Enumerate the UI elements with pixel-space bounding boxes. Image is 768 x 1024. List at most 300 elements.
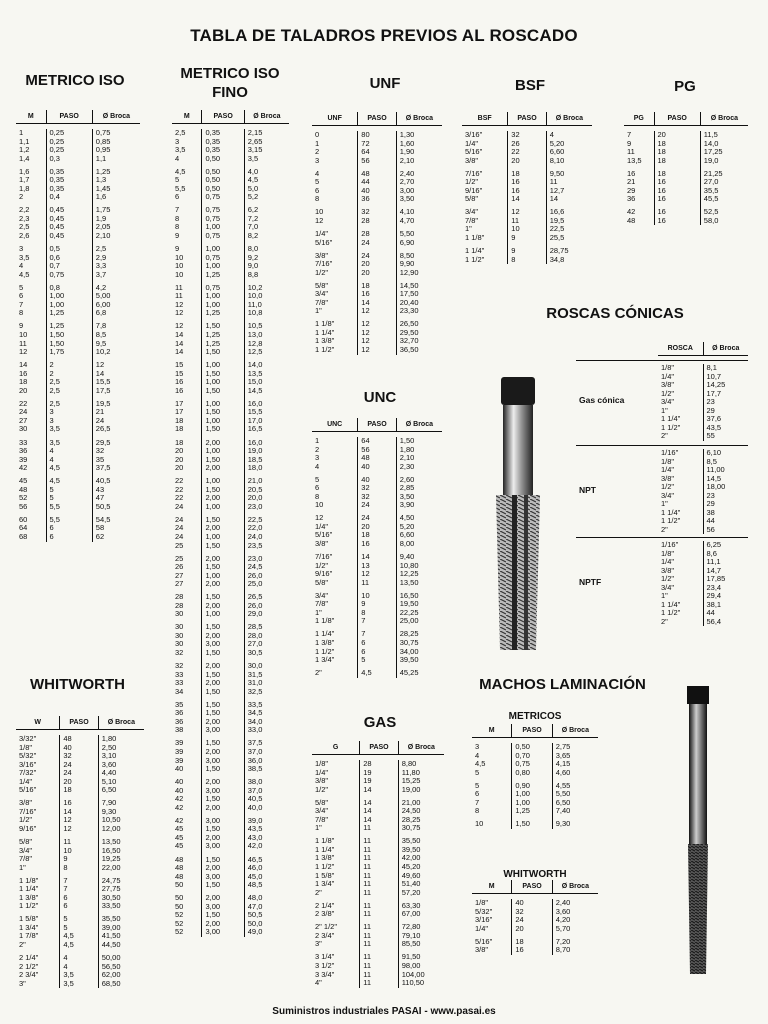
column-header: W xyxy=(16,716,60,729)
table-cell: 3 1/2" xyxy=(315,961,335,970)
table-cell: 18 xyxy=(361,281,370,290)
metrico-iso-table xyxy=(16,110,140,542)
table-cell: 1" xyxy=(315,608,322,617)
table-cell: 4,20 xyxy=(555,916,571,925)
table-cell: 1,50 xyxy=(515,820,530,829)
table-cell: 0,50 xyxy=(205,154,221,163)
table-cell: 25 xyxy=(175,541,184,550)
table-cell: 14 xyxy=(549,195,559,204)
table-cell: 43,5 xyxy=(706,423,722,432)
table-cell: 2 xyxy=(315,445,320,454)
column-header: PASO xyxy=(358,112,396,125)
table-cell: 1,8 xyxy=(19,184,30,193)
table-cell: 48 xyxy=(175,872,184,881)
table-cell: 4,5 xyxy=(63,932,74,941)
table-cell: 5,5 xyxy=(49,502,60,511)
table-cell: 16,50 xyxy=(101,846,121,855)
roscas-header-rosca: ROSCA xyxy=(658,342,704,355)
table-cell: 6 xyxy=(361,638,366,647)
table-cell: 0,75 xyxy=(205,283,221,292)
table-cell: 54,5 xyxy=(95,515,111,524)
table-cell: 25,00 xyxy=(399,617,419,626)
table-column xyxy=(16,129,47,542)
table-cell: 1,50 xyxy=(205,386,221,395)
table-cell: 2,5 xyxy=(49,399,60,408)
column-header: PASO xyxy=(655,112,701,125)
table-cell: 0,35 xyxy=(49,167,65,176)
column-header: PASO xyxy=(508,112,546,125)
table-cell: 2,6 xyxy=(19,232,30,241)
table-cell: 1,50 xyxy=(205,739,221,748)
table-cell: 8 xyxy=(315,195,320,204)
table-cell: 16 xyxy=(657,186,666,195)
table-cell: 5,10 xyxy=(101,777,117,786)
table-cell: 9 xyxy=(175,232,180,241)
table-cell: 2,00 xyxy=(205,631,221,640)
table-cell: 7/16" xyxy=(465,169,483,178)
table-cell: 7 xyxy=(627,131,632,139)
table-cell: 3,00 xyxy=(205,786,221,795)
table-column xyxy=(704,541,749,626)
table-cell: 2,40 xyxy=(555,899,571,907)
table-column xyxy=(658,364,704,441)
table-cell: 5/32" xyxy=(19,752,37,761)
table-cell: 6 xyxy=(49,524,54,533)
table-cell: 1 5/8" xyxy=(315,871,335,880)
table-cell: 5,5 xyxy=(175,184,186,193)
table-cell: 20 xyxy=(511,156,520,165)
table-cell: 3,15 xyxy=(247,146,263,155)
table-cell: 0,75 xyxy=(205,193,221,202)
table-cell: 11 xyxy=(363,824,372,833)
table-cell: 55 xyxy=(706,432,715,441)
table-cell: 12 xyxy=(361,337,370,346)
table-cell: 22,5 xyxy=(247,515,263,524)
table-cell: 1 3/8" xyxy=(19,893,39,902)
table-cell: 11 xyxy=(363,931,372,940)
table-cell: 37,6 xyxy=(706,415,722,424)
table-cell: 2,00 xyxy=(205,803,221,812)
table-cell: 4,5 xyxy=(49,464,60,473)
table-cell: 12 xyxy=(175,300,184,309)
table-cell: 48,5 xyxy=(247,881,263,890)
table-cell: 1 3/4" xyxy=(315,656,335,665)
table-cell: 6,00 xyxy=(95,300,111,309)
table-cell: 1 5/8" xyxy=(19,915,39,924)
table-cell: 2,50 xyxy=(101,743,117,752)
table-cell: 11 xyxy=(363,970,372,979)
table-cell: 1 xyxy=(315,437,320,445)
table-cell: 11,00 xyxy=(706,466,725,475)
table-cell: 1,50 xyxy=(205,369,221,378)
table-cell: 8 xyxy=(475,807,480,816)
table-cell: 0,50 xyxy=(205,184,221,193)
table-cell: 1,00 xyxy=(205,477,221,486)
table-cell: 0,75 xyxy=(205,232,221,241)
table-cell: 2" xyxy=(315,669,322,678)
table-cell: 36 xyxy=(175,709,184,718)
table-cell: 40 xyxy=(175,786,184,795)
table-cell: 1" xyxy=(315,824,322,833)
table-cell: 1,50 xyxy=(205,541,221,550)
table-cell: 3,90 xyxy=(399,501,415,510)
table-cell: 3,10 xyxy=(101,752,117,761)
table-cell: 1" xyxy=(661,592,668,601)
table-cell: 1 1/4" xyxy=(661,600,681,609)
table-cell: 12,8 xyxy=(247,339,263,348)
pg-title: PG xyxy=(674,78,696,95)
table-cell: 7 xyxy=(63,885,68,894)
table-cell: 10,0 xyxy=(247,292,263,301)
table-column xyxy=(358,131,396,355)
table-cell: 0,50 xyxy=(205,167,221,176)
table-cell: 32,5 xyxy=(247,687,263,696)
unc-table xyxy=(312,418,442,678)
table-cell: 5 xyxy=(315,475,320,484)
table-cell: 29 xyxy=(706,406,715,415)
table-cell: 1,50 xyxy=(205,515,221,524)
table-cell: 34,8 xyxy=(549,255,565,264)
table-cell: 16 xyxy=(511,186,520,195)
table-cell: 3 xyxy=(475,743,480,751)
table-cell: 6 xyxy=(63,893,68,902)
table-cell: 5 xyxy=(361,656,366,665)
table-cell: 1,75 xyxy=(49,348,65,357)
table-cell: 18 xyxy=(175,438,184,447)
table-cell: 44,50 xyxy=(101,941,121,950)
table-cell: 45 xyxy=(19,477,28,486)
table-cell: 8,0 xyxy=(247,245,259,254)
rosca-group-name: Gas cónica xyxy=(579,395,625,406)
table-cell: 12 xyxy=(361,307,370,316)
table-cell: 12 xyxy=(19,348,28,357)
table-cell: 5/16" xyxy=(315,238,333,247)
table-cell: 31,0 xyxy=(247,679,263,688)
table-column xyxy=(553,899,598,955)
table-cell: 0,3 xyxy=(49,154,60,163)
table-cell: 1,25 xyxy=(49,309,65,318)
table-cell: 2,60 xyxy=(399,475,415,484)
table-cell: 5/32" xyxy=(475,907,493,916)
table-cell: 36 xyxy=(19,447,28,456)
table-cell: 1/4" xyxy=(315,229,329,238)
table-cell: 2 3/8" xyxy=(315,910,335,919)
machos-metricos-table xyxy=(472,724,598,829)
table-cell: 79,10 xyxy=(401,931,421,940)
table-column xyxy=(624,131,655,225)
table-cell: 2,00 xyxy=(205,494,221,503)
table-cell: 19,0 xyxy=(247,447,263,456)
table-cell: 20 xyxy=(175,464,184,473)
table-cell: 1,50 xyxy=(205,322,221,331)
table-cell: 24 xyxy=(361,501,370,510)
table-cell: 72,80 xyxy=(401,923,421,932)
table-cell: 8,5 xyxy=(706,457,717,466)
table-cell: 11,5 xyxy=(703,131,718,139)
table-cell: 64 xyxy=(19,524,28,533)
table-cell: 1,45 xyxy=(95,184,111,193)
table-cell: 3/4" xyxy=(315,591,329,600)
table-cell: 16 xyxy=(657,178,666,187)
table-cell: 11 xyxy=(63,838,72,847)
table-cell: 0,95 xyxy=(95,146,111,155)
table-cell: 15,25 xyxy=(401,777,421,786)
table-cell: 8 xyxy=(63,863,68,872)
table-cell: 56,50 xyxy=(101,962,121,971)
table-cell: 20,40 xyxy=(399,298,419,307)
table-cell: 1,00 xyxy=(515,798,530,807)
table-cell: 4 xyxy=(475,751,480,760)
table-cell: 10 xyxy=(175,253,184,262)
table-cell: 43 xyxy=(95,485,105,494)
table-cell: 12 xyxy=(511,208,520,217)
table-cell: 1,00 xyxy=(205,223,221,232)
table-cell: 0,35 xyxy=(205,146,221,155)
table-column xyxy=(472,743,512,829)
table-column xyxy=(704,364,749,441)
table-cell: 19 xyxy=(363,768,372,777)
table-cell: 1,50 xyxy=(205,348,221,357)
table-cell: 18 xyxy=(511,169,520,178)
table-cell: 24 xyxy=(63,769,72,778)
table-cell: 20,0 xyxy=(247,494,263,503)
table-cell: 4,0 xyxy=(247,167,259,176)
table-cell: 14,0 xyxy=(703,139,719,148)
table-cell: 1,50 xyxy=(205,709,221,718)
table-cell: 6,8 xyxy=(95,309,107,318)
table-cell: 38,0 xyxy=(247,778,263,787)
table-cell: 48 xyxy=(361,454,370,463)
table-cell: 1,00 xyxy=(205,245,221,254)
table-cell: 26,0 xyxy=(247,571,263,580)
table-cell: 21,0 xyxy=(247,477,263,486)
table-cell: 64 xyxy=(361,437,370,445)
table-cell: 7/16" xyxy=(19,807,37,816)
table-cell: 16 xyxy=(657,208,666,217)
table-cell: 1,25 xyxy=(205,270,221,279)
table-cell: 30,75 xyxy=(401,824,421,833)
table-cell: 6,50 xyxy=(101,786,117,795)
table-cell: 3/8" xyxy=(465,156,479,165)
table-cell: 19 xyxy=(363,777,372,786)
table-cell: 2" xyxy=(315,888,322,897)
table-cell: 0,75 xyxy=(515,760,530,769)
table-cell: 32 xyxy=(361,492,370,501)
table-cell: 32 xyxy=(175,649,184,658)
table-cell: 3/16" xyxy=(475,916,493,925)
table-cell: 10,80 xyxy=(399,561,419,570)
table-cell: 0,45 xyxy=(49,206,65,215)
table-cell: 18 xyxy=(657,156,666,165)
table-column xyxy=(202,129,244,937)
table-cell: 1,00 xyxy=(205,262,221,271)
table-cell: 2,5 xyxy=(49,386,60,395)
table-cell: 2 xyxy=(49,369,54,378)
table-cell: 1" xyxy=(315,307,322,316)
table-column xyxy=(312,437,358,678)
table-cell: 1,50 xyxy=(205,425,221,434)
table-cell: 1,50 xyxy=(399,437,415,445)
table-cell: 3/8" xyxy=(19,799,33,808)
table-column xyxy=(658,541,704,626)
table-cell: 2" xyxy=(661,432,668,441)
table-cell: 56 xyxy=(19,502,28,511)
table-cell: 22 xyxy=(511,148,520,157)
table-cell: 3,00 xyxy=(205,756,221,765)
table-cell: 1/4" xyxy=(19,777,33,786)
table-cell: 5/16" xyxy=(19,786,37,795)
unf-table xyxy=(312,112,442,355)
table-cell: 3/4" xyxy=(315,290,329,299)
table-cell: 1,00 xyxy=(515,790,530,799)
table-cell: 1 1/4" xyxy=(661,415,681,424)
table-cell: 11 xyxy=(363,854,372,863)
table-cell: 25,5 xyxy=(549,234,565,243)
table-cell: 42 xyxy=(175,803,184,812)
table-cell: 40,0 xyxy=(247,803,263,812)
table-cell: 4 xyxy=(549,131,554,139)
table-cell: 29 xyxy=(627,186,636,195)
table-cell: 3 3/4" xyxy=(315,970,335,979)
table-cell: 16,0 xyxy=(247,438,263,447)
table-cell: 5 xyxy=(49,494,54,503)
table-cell: 8 xyxy=(19,309,24,318)
table-cell: 1/8" xyxy=(19,743,33,752)
table-cell: 1 1/2" xyxy=(315,863,335,872)
table-cell: 1/2" xyxy=(315,785,329,794)
table-cell: 56,4 xyxy=(706,617,722,626)
table-cell: 12 xyxy=(175,322,184,331)
table-cell: 35,50 xyxy=(101,915,121,924)
table-cell: 7 xyxy=(19,300,24,309)
table-cell: 18,00 xyxy=(706,483,726,492)
table-cell: 1 3/8" xyxy=(315,337,335,346)
table-cell: 18,5 xyxy=(247,455,263,464)
table-cell: 10 xyxy=(63,846,72,855)
column-header: PASO xyxy=(512,880,552,893)
table-cell: 4 xyxy=(63,954,68,963)
table-cell: 1 7/8" xyxy=(19,932,39,941)
table-column xyxy=(472,899,512,955)
table-cell: 8,2 xyxy=(247,232,259,241)
table-cell: 42 xyxy=(175,816,184,825)
table-cell: 7 xyxy=(63,876,68,885)
table-cell: 19,50 xyxy=(399,600,419,609)
table-cell: 11 xyxy=(363,961,372,970)
table-cell: 12 xyxy=(63,816,72,825)
table-cell: 30 xyxy=(175,623,184,632)
table-cell: 15,0 xyxy=(247,378,263,387)
table-cell: 27 xyxy=(19,416,28,425)
table-cell: 2,00 xyxy=(205,464,221,473)
table-cell: 1,1 xyxy=(95,154,107,163)
table-cell: 11 xyxy=(363,910,372,919)
table-cell: 5 xyxy=(19,283,24,292)
table-cell: 0,80 xyxy=(515,768,530,777)
table-cell: 2 3/4" xyxy=(19,971,39,980)
table-cell: 1 1/8" xyxy=(19,876,39,885)
table-cell: 24 xyxy=(361,251,370,260)
table-cell: 21 xyxy=(95,408,105,417)
table-cell: 7 xyxy=(175,206,180,215)
table-cell: 1,1 xyxy=(19,137,30,146)
table-cell: 32 xyxy=(95,447,105,456)
table-cell: 2,40 xyxy=(399,169,415,178)
table-cell: 20 xyxy=(657,131,666,139)
table-cell: 1/2" xyxy=(19,816,33,825)
table-cell: 8,50 xyxy=(399,251,415,260)
table-column xyxy=(655,131,701,225)
table-cell: 26,5 xyxy=(247,593,263,602)
table-cell: 24 xyxy=(515,916,524,925)
table-cell: 1,50 xyxy=(49,330,65,339)
table-cell: 2,5 xyxy=(49,378,60,387)
table-column xyxy=(553,743,598,829)
column-header: Ø Broca xyxy=(405,115,433,122)
table-cell: 17,25 xyxy=(703,148,723,157)
table-cell: 4,70 xyxy=(399,216,415,225)
table-cell: 5 xyxy=(63,923,68,932)
table-cell: 12,5 xyxy=(247,348,263,357)
table-cell: 35 xyxy=(175,700,184,709)
table-cell: 28,25 xyxy=(399,630,419,639)
table-cell: 10,50 xyxy=(101,816,121,825)
table-cell: 40 xyxy=(361,462,370,471)
table-cell: 37,5 xyxy=(95,464,111,473)
table-cell: 1/4" xyxy=(465,139,479,148)
table-cell: 16 xyxy=(627,169,636,178)
table-cell: 30,75 xyxy=(399,638,419,647)
table-cell: 1,50 xyxy=(205,795,221,804)
table-cell: 5/8" xyxy=(315,578,329,587)
table-cell: 40 xyxy=(175,765,184,774)
table-cell: 1 xyxy=(19,129,24,137)
table-cell: 1/4" xyxy=(315,768,329,777)
table-column xyxy=(512,899,552,955)
table-cell: 2,70 xyxy=(399,178,415,187)
table-cell: 3/8" xyxy=(661,474,675,483)
table-cell: 52 xyxy=(175,911,184,920)
table-cell: 16 xyxy=(515,946,524,955)
table-cell: 27,75 xyxy=(101,885,121,894)
table-cell: 11 xyxy=(363,979,372,988)
table-cell: 14,25 xyxy=(706,381,726,390)
table-cell: 2,9 xyxy=(95,253,107,262)
table-cell: 2,00 xyxy=(205,894,221,903)
table-cell: 1,50 xyxy=(205,881,221,890)
table-cell: 1/8" xyxy=(661,549,675,558)
table-cell: 16,5 xyxy=(247,425,263,434)
table-cell: 1,25 xyxy=(205,330,221,339)
table-column xyxy=(245,129,289,937)
table-cell: 33,5 xyxy=(247,700,263,709)
table-cell: 9,2 xyxy=(247,253,259,262)
table-cell: 30,0 xyxy=(247,662,263,671)
column-header: M xyxy=(472,724,512,737)
table-cell: 2,3 xyxy=(19,214,30,223)
table-column xyxy=(704,449,749,534)
table-cell: 1,00 xyxy=(205,447,221,456)
table-cell: 7/8" xyxy=(19,855,33,864)
table-cell: 23,5 xyxy=(247,541,263,550)
table-cell: 40,5 xyxy=(95,477,111,486)
table-cell: 33 xyxy=(175,679,184,688)
table-cell: 1/8" xyxy=(661,364,675,372)
table-cell: 12 xyxy=(361,346,370,355)
table-cell: 2,65 xyxy=(247,137,263,146)
table-cell: 0,35 xyxy=(205,137,221,146)
table-cell: 24 xyxy=(63,760,72,769)
